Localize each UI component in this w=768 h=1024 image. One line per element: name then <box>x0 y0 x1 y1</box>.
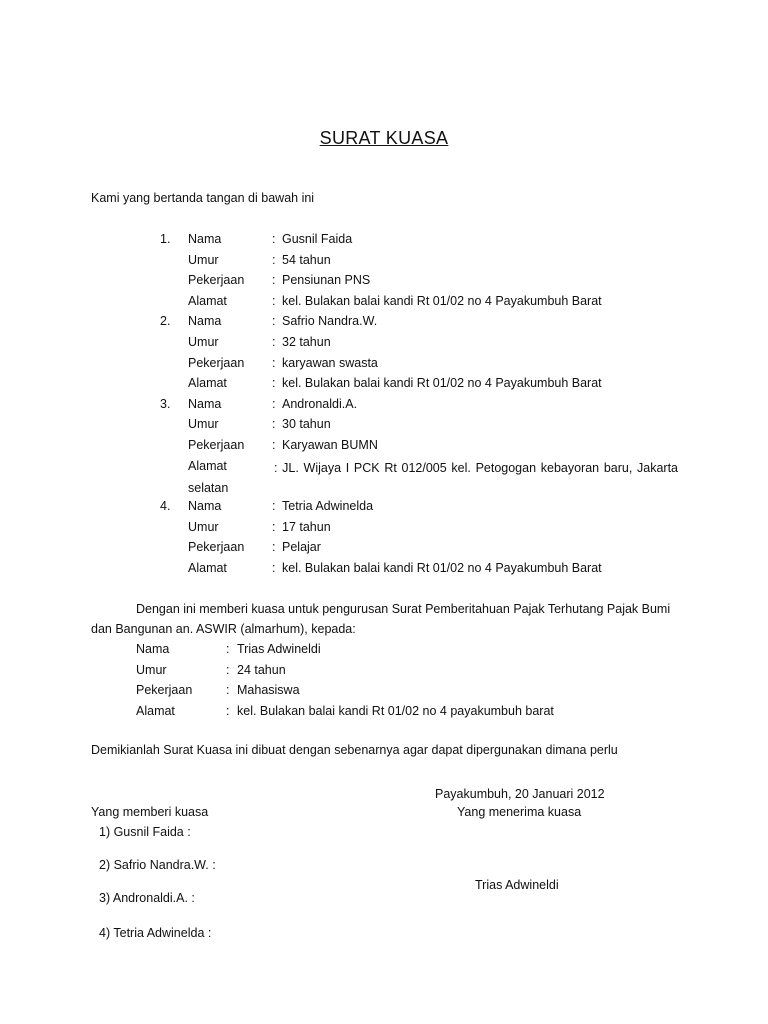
field-label: Nama <box>188 232 222 246</box>
field-label: Pekerjaan <box>188 438 245 452</box>
field-value: kel. Bulakan balai kandi Rt 01/02 no 4 Payakumbuh Barat <box>282 561 602 575</box>
field-value: kel. Bulakan balai kandi Rt 01/02 no 4 payakumbuh barat <box>237 704 554 718</box>
letter-title: SURAT KUASA <box>319 128 449 148</box>
field-label: Alamat <box>188 294 227 308</box>
person-4-name-row <box>0 498 768 514</box>
field-value: Karyawan BUMN <box>282 438 378 452</box>
field-value: Pensiunan PNS <box>282 273 371 287</box>
field-value: Safrio Nandra.W. <box>282 314 378 328</box>
field-colon: : <box>272 561 276 575</box>
receiver-heading: Yang menerima kuasa <box>457 805 582 819</box>
person-3-address-value: : JL. Wijaya I PCK Rt 012/005 kel. Petogogan kebayoran baru, Jakarta selatan <box>188 461 678 495</box>
field-label: Alamat <box>188 459 227 473</box>
field-label: Alamat <box>188 561 227 575</box>
field-colon: : <box>272 232 276 246</box>
field-colon: : <box>226 663 230 677</box>
person-4-address-row <box>0 560 768 576</box>
person-2-age-row <box>0 334 768 350</box>
recipient-name-row <box>0 641 768 657</box>
field-value: Mahasiswa <box>237 683 300 697</box>
field-label: Nama <box>188 397 222 411</box>
field-colon: : <box>272 376 276 390</box>
field-colon: : <box>272 499 276 513</box>
field-label: Umur <box>188 520 219 534</box>
field-colon: : <box>272 417 276 431</box>
field-colon: : <box>272 438 276 452</box>
person-4-age-row <box>0 519 768 535</box>
field-value: Andronaldi.A. <box>282 397 358 411</box>
giver-heading: Yang memberi kuasa <box>91 805 209 819</box>
field-colon: : <box>226 683 230 697</box>
field-label: Umur <box>188 417 219 431</box>
purpose-paragraph: Dengan ini memberi kuasa untuk pengurusan Surat Pemberitahuan Pajak Terhutang Pajak Bumi dan Bangunan an. ASWIR (almarhum), kepada: <box>91 602 671 636</box>
recipient-address-row <box>0 703 768 719</box>
person-2-address-row <box>0 375 768 391</box>
field-value: Gusnil Faida <box>282 232 353 246</box>
field-label: Nama <box>136 642 170 656</box>
person-number: 4. <box>160 499 171 513</box>
person-4-job-row <box>0 539 768 555</box>
person-3-age-row <box>0 416 768 432</box>
field-value: 30 tahun <box>282 417 331 431</box>
field-colon: : <box>272 273 276 287</box>
person-1-name-row <box>0 231 768 247</box>
field-value: 17 tahun <box>282 520 331 534</box>
field-label: Pekerjaan <box>188 540 245 554</box>
person-3-name-row <box>0 396 768 412</box>
signatory-2: 2) Safrio Nandra.W. : <box>99 858 216 872</box>
person-2-name-row <box>0 313 768 329</box>
signatory-3: 3) Andronaldi.A. : <box>99 891 195 905</box>
field-colon: : <box>226 642 230 656</box>
field-label: Umur <box>188 253 219 267</box>
field-label: Alamat <box>188 376 227 390</box>
field-label: Nama <box>188 499 222 513</box>
field-value: Trias Adwineldi <box>237 642 321 656</box>
field-colon: : <box>272 335 276 349</box>
signatory-1: 1) Gusnil Faida : <box>99 825 191 839</box>
field-value: kel. Bulakan balai kandi Rt 01/02 no 4 Payakumbuh Barat <box>282 376 602 390</box>
person-number: 3. <box>160 397 171 411</box>
field-label: Pekerjaan <box>188 356 245 370</box>
person-1-address-row <box>0 293 768 309</box>
recipient-age-row <box>0 662 768 678</box>
field-value: 32 tahun <box>282 335 331 349</box>
field-value: karyawan swasta <box>282 356 378 370</box>
field-colon: : <box>226 704 230 718</box>
field-value: 54 tahun <box>282 253 331 267</box>
field-value: kel. Bulakan balai kandi Rt 01/02 no 4 Payakumbuh Barat <box>282 294 602 308</box>
field-label: Pekerjaan <box>188 273 245 287</box>
intro-text: Kami yang bertanda tangan di bawah ini <box>91 191 315 205</box>
person-number: 2. <box>160 314 171 328</box>
field-value: Tetria Adwinelda <box>282 499 374 513</box>
place-date: Payakumbuh, 20 Januari 2012 <box>435 787 605 801</box>
field-value: 24 tahun <box>237 663 286 677</box>
field-colon: : <box>272 540 276 554</box>
person-number: 1. <box>160 232 171 246</box>
field-label: Umur <box>136 663 167 677</box>
field-colon: : <box>272 520 276 534</box>
field-label: Nama <box>188 314 222 328</box>
field-label: Umur <box>188 335 219 349</box>
field-colon: : <box>272 397 276 411</box>
field-label: Alamat <box>136 704 175 718</box>
receiver-name: Trias Adwineldi <box>475 878 559 892</box>
person-2-job-row <box>0 355 768 371</box>
field-colon: : <box>272 314 276 328</box>
field-label: Pekerjaan <box>136 683 193 697</box>
field-value: Pelajar <box>282 540 321 554</box>
person-3-job-row <box>0 437 768 453</box>
signatory-4: 4) Tetria Adwinelda : <box>99 926 212 940</box>
field-colon: : <box>272 356 276 370</box>
closing-statement: Demikianlah Surat Kuasa ini dibuat dengan sebenarnya agar dapat dipergunakan dimana perlu <box>91 743 618 757</box>
field-colon: : <box>272 294 276 308</box>
person-1-age-row <box>0 252 768 268</box>
recipient-job-row <box>0 682 768 698</box>
person-1-job-row <box>0 272 768 288</box>
field-colon: : <box>272 253 276 267</box>
